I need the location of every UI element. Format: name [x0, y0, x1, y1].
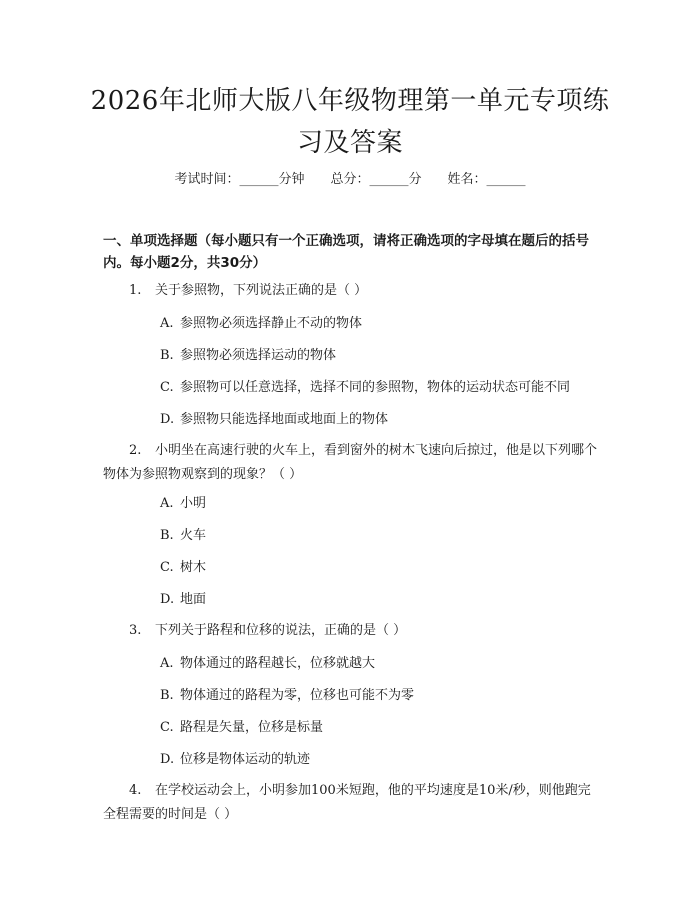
option-3c — [160, 718, 600, 738]
option-letter: B. — [160, 528, 174, 543]
question-4 — [103, 779, 603, 827]
question-text: 关于参照物，下列说法正确的是（ ） — [155, 283, 368, 298]
option-letter: A. — [160, 496, 174, 511]
question-text: 小明坐在高速行驶的火车上，看到窗外的树木飞速向后掠过，他是以下列哪个物体为参照物观察到的现象？（ ） — [103, 443, 598, 482]
question-text: 下列关于路程和位移的说法，正确的是（ ） — [155, 623, 407, 638]
option-text: 地面 — [180, 592, 207, 607]
option-text: 路程是矢量，位移是标量 — [180, 720, 324, 735]
option-2c — [160, 558, 600, 578]
question-3 — [103, 619, 603, 643]
option-2a — [160, 494, 600, 514]
option-letter: A. — [160, 316, 174, 331]
option-text: 参照物可以任意选择，选择不同的参照物，物体的运动状态可能不同 — [180, 380, 571, 395]
question-1 — [103, 279, 603, 303]
question-number: 4. — [129, 783, 142, 798]
question-2 — [103, 439, 603, 487]
option-text: 位移是物体运动的轨迹 — [180, 752, 311, 767]
option-text: 参照物只能选择地面或地面上的物体 — [180, 412, 389, 427]
student-name-label: 姓名：______ — [447, 172, 526, 187]
section-heading: 一、单项选择题（每小题只有一个正确选项，请将正确选项的字母填在题后的括号内。每小题2分，共30分） — [103, 233, 589, 271]
option-text: 参照物必须选择运动的物体 — [180, 348, 337, 363]
option-text: 物体通过的路程越长，位移就越大 — [180, 656, 376, 671]
exam-time-label: 考试时间：______分钟 — [174, 172, 305, 187]
option-text: 物体通过的路程为零，位移也可能不为零 — [180, 688, 415, 703]
question-number: 1. — [129, 283, 142, 298]
option-1a — [160, 314, 600, 334]
option-text: 小明 — [180, 496, 207, 511]
option-letter: C. — [160, 380, 174, 395]
option-letter: C. — [160, 720, 174, 735]
option-text: 树木 — [180, 560, 207, 575]
option-2b — [160, 526, 600, 546]
option-3b — [160, 686, 600, 706]
option-letter: D. — [160, 752, 175, 767]
option-2d — [160, 590, 600, 610]
exam-meta — [0, 168, 700, 187]
document-title: 2026年北师大版八年级物理第一单元专项练习及答案 — [90, 86, 610, 158]
option-3a — [160, 654, 600, 674]
option-letter: B. — [160, 348, 174, 363]
option-letter: A. — [160, 656, 174, 671]
option-letter: C. — [160, 560, 174, 575]
question-number: 3. — [129, 623, 142, 638]
option-text: 参照物必须选择静止不动的物体 — [180, 316, 363, 331]
question-text: 在学校运动会上，小明参加100米短跑，他的平均速度是10米/秒，则他跑完全程需要的时间是（ ） — [103, 783, 591, 822]
option-1d — [160, 410, 600, 430]
option-1b — [160, 346, 600, 366]
option-text: 火车 — [180, 528, 207, 543]
question-number: 2. — [129, 443, 142, 458]
option-letter: B. — [160, 688, 174, 703]
option-3d — [160, 750, 600, 770]
total-score-label: 总分：______分 — [330, 172, 422, 187]
option-letter: D. — [160, 592, 175, 607]
option-1c — [160, 378, 600, 398]
option-letter: D. — [160, 412, 175, 427]
